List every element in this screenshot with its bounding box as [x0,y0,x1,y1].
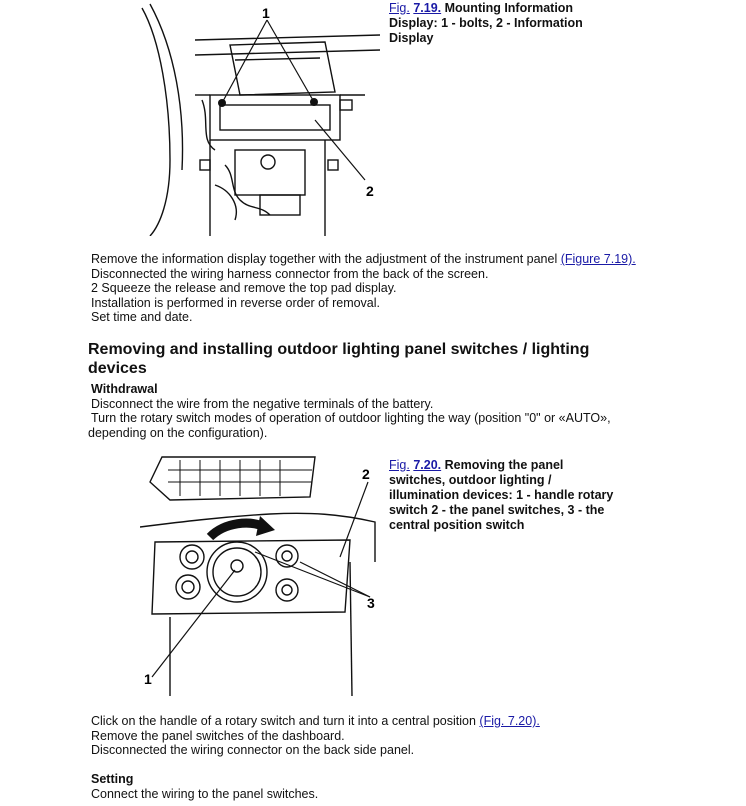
fig-7-19-link-prefix[interactable]: Fig. [389,1,410,15]
figure-7-20-reference-link[interactable]: (Fig. 7.20). [479,714,540,728]
para1-line3: 2 Squeeze the release and remove the top pad display. [91,281,397,296]
withdrawal-line1: Disconnect the wire from the negative terminals of the battery. [91,396,434,411]
section-heading: Removing and installing outdoor lighting panel switches / lighting devices [88,341,590,377]
withdrawal-line2: Turn the rotary switch modes of operation of outdoor lighting the way (position "0" or «AUTO», [91,411,611,426]
fig-7-20-link-prefix[interactable]: Fig. [389,458,410,472]
para1-line2: Disconnected the wiring harness connector from the back of the screen. [91,266,489,281]
setting-block [91,772,318,801]
callout-1-fig2: 1 [144,671,152,687]
figure-7-19-caption [389,1,589,46]
para1-line4: Installation is performed in reverse order of removal. [91,295,381,310]
para1-line5: Set time and date. [91,310,193,325]
fig-7-20-link-number[interactable]: 7.20. [413,458,442,472]
fig-7-20-caption-text: Removing the panel switches, outdoor lighting / illumination devices: 1 - handle rotary switch 2 - the panel switches, 3 - the central position switch [389,458,614,532]
para2-line3: Disconnected the wiring connector on the back side panel. [91,743,415,758]
figure-7-20-illustration [140,452,385,696]
paragraph-1 [91,252,636,325]
fig-7-19-link-number[interactable]: 7.19. [413,1,442,15]
withdrawal-block [88,382,611,440]
callout-1-fig1: 1 [262,5,270,21]
figure-7-19-reference-link[interactable]: (Figure 7.19). [560,252,636,266]
withdrawal-line3: depending on the configuration). [88,425,268,440]
fig-7-19-caption-text: Mounting Information Display: 1 - bolts, 2 - Information Display [389,1,583,45]
para2-line1: Click on the handle of a rotary switch and turn it into a central position [91,714,480,728]
callout-3-fig2: 3 [367,595,375,611]
callout-2-fig2: 2 [362,466,370,482]
paragraph-2 [91,714,540,758]
callout-2-fig1: 2 [366,183,374,199]
figure-7-19-illustration [140,0,390,236]
para1-line1: Remove the information display together with the adjustment of the instrument panel [91,252,561,266]
setting-line1: Connect the wiring to the panel switches. [91,786,319,801]
figure-7-20-caption [389,458,614,533]
setting-subheading: Setting [91,772,134,786]
para2-line2: Remove the panel switches of the dashboard. [91,728,345,743]
withdrawal-subheading: Withdrawal [91,382,158,396]
